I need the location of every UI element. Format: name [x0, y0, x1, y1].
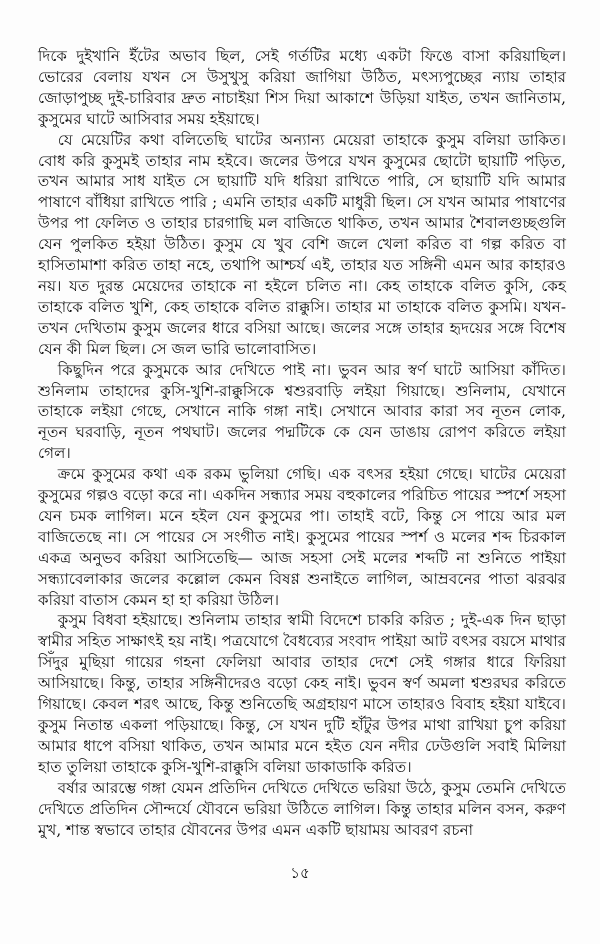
- paragraph-3: কিছুদিন পরে কুসুমকে আর দেখিতে পাই না। ভুবন আর স্বর্ণ ঘাটে আসিয়া কাঁদিত। শুনিলাম তাহাদের কুসি-খুশি-রাক্কুসিকে শ্বশুরবাড়ি লইয়া গিয়াছে। শুনিলাম, যেখানে তাহাকে লইয়া গেছে, সেখানে নাকি গঙ্গা নাই। সেখানে আবার কারা সব নূতন লোক, নূতন ঘরবাড়ি, নূতন পথঘাট। জলের পদ্মটিকে কে যেন ডাঙায় রোপণ করিতে লইয়া গেল।: [38, 360, 566, 463]
- paragraph-2: যে মেয়েটির কথা বলিতেছি ঘাটের অন্যান্য মেয়েরা তাহাকে কুসুম বলিয়া ডাকিত। বোধ করি কুসুমই তাহার নাম হইবে। জলের উপরে যখন কুসুমের ছোটো ছায়াটি পড়িত, তখন আমার সাধ যাইত সে ছায়াটি যদি ধরিয়া রাখিতে পারি, সে ছায়াটি যদি আমার পাষাণে বাঁধিয়া রাখিতে পারি ; এমনি তাহার একটি মাধুরী ছিল। সে যখন আমার পাষাণের উপর পা ফেলিত ও তাহার চারগাছি মল বাজিতে থাকিত, তখন আমার শৈবালগুচ্ছগুলি যেন পুলকিত হইয়া উঠিত। কুসুম যে খুব বেশি জলে খেলা করিত বা গল্প করিত বা হাসিতামাশা করিত তাহা নহে, তথাপি আশ্চর্য এই, তাহার যত সঙ্গিনী এমন আর কাহারও নয়। যত দুরন্ত মেয়েদের তাহাকে না হইলে চলিত না। কেহ তাহাকে বলিত কুসি, কেহ তাহাকে বলিত খুশি, কেহ তাহাকে বলিত রাক্কুসি। তাহার মা তাহাকে বলিত কুসমি। যখন-তখন দেখিতাম কুসুম জলের ধারে বসিয়া আছে। জলের সঙ্গে তাহার হৃদয়ের সঙ্গে বিশেষ যেন কী মিল ছিল। সে জল ভারি ভালোবাসিত।: [38, 130, 566, 358]
- paragraph-4: ক্রমে কুসুমের কথা এক রকম ভুলিয়া গেছি। এক বৎসর হইয়া গেছে। ঘাটের মেয়েরা কুসুমের গল্পও বড়ো করে না। একদিন সন্ধ্যার সময় বহুকালের পরিচিত পায়ের স্পর্শে সহসা যেন চমক লাগিল। মনে হইল যেন কুসুমের পা। তাহাই বটে, কিন্তু সে পায়ে আর মল বাজিতেছে না। সে পায়ের সে সংগীত নাই। কুসুমের পায়ের স্পর্শ ও মলের শব্দ চিরকাল একত্র অনুভব করিয়া আসিতেছি— আজ সহসা সেই মলের শব্দটি না শুনিতে পাইয়া সন্ধ্যাবেলাকার জলের কল্লোল কেমন বিষণ্ণ শুনাইতে লাগিল, আম্রবনের পাতা ঝরঝর করিয়া বাতাস কেমন হা হা করিয়া উঠিল।: [38, 465, 566, 609]
- paragraph-1: দিকে দুইখানি ইঁটের অভাব ছিল, সেই গর্তটির মধ্যে একটা ফিঙে বাসা করিয়াছিল। ভোরের বেলায় যখন সে উসুখুসু করিয়া জাগিয়া উঠিত, মৎস্যপুচ্ছের ন্যায় তাহার জোড়াপুচ্ছ দুই-চারিবার দ্রুত নাচাইয়া শিস দিয়া আকাশে উড়িয়া যাইত, তখন জানিতাম, কুসুমের ঘাটে আসিবার সময় হইয়াছে।: [38, 47, 566, 128]
- page-number: ১৫: [290, 864, 310, 882]
- body-text: [38, 46, 566, 840]
- paragraph-5: কুসুম বিধবা হইয়াছে। শুনিলাম তাহার স্বামী বিদেশে চাকরি করিত ; দুই-এক দিন ছাড়া স্বামীর সহিত সাক্ষাৎই হয় নাই। পত্রযোগে বৈধব্যের সংবাদ পাইয়া আট বৎসর বয়সে মাথার সিঁদুর মুছিয়া গায়ের গহনা ফেলিয়া আবার তাহার দেশে সেই গঙ্গার ধারে ফিরিয়া আসিয়াছে। কিন্তু, তাহার সঙ্গিনীদেরও বড়ো কেহ নাই। ভুবন স্বর্ণ অমলা শ্বশুরঘর করিতে গিয়াছে। কেবল শরৎ আছে, কিন্তু শুনিতেছি অগ্রহায়ণ মাসে তাহারও বিবাহ হইয়া যাইবে। কুসুম নিতান্ত একলা পড়িয়াছে। কিন্তু, সে যখন দুটি হাঁটুর উপর মাথা রাখিয়া চুপ করিয়া আমার ধাপে বসিয়া থাকিত, তখন আমার মনে হইত যেন নদীর ঢেউগুলি সবাই মিলিয়া হাত তুলিয়া তাহাকে কুসি-খুশি-রাক্কুসি বলিয়া ডাকাডাকি করিত।: [38, 611, 566, 776]
- paragraph-6: বর্ষার আরম্ভে গঙ্গা যেমন প্রতিদিন দেখিতে দেখিতে ভরিয়া উঠে, কুসুম তেমনি দেখিতে দেখিতে প্রতিদিন সৌন্দর্যে যৌবনে ভরিয়া উঠিতে লাগিল। কিন্তু তাহার মলিন বসন, করুণ মুখ, শান্ত স্বভাবে তাহার যৌবনের উপর এমন একটি ছায়াময় আবরণ রচনা: [38, 778, 566, 839]
